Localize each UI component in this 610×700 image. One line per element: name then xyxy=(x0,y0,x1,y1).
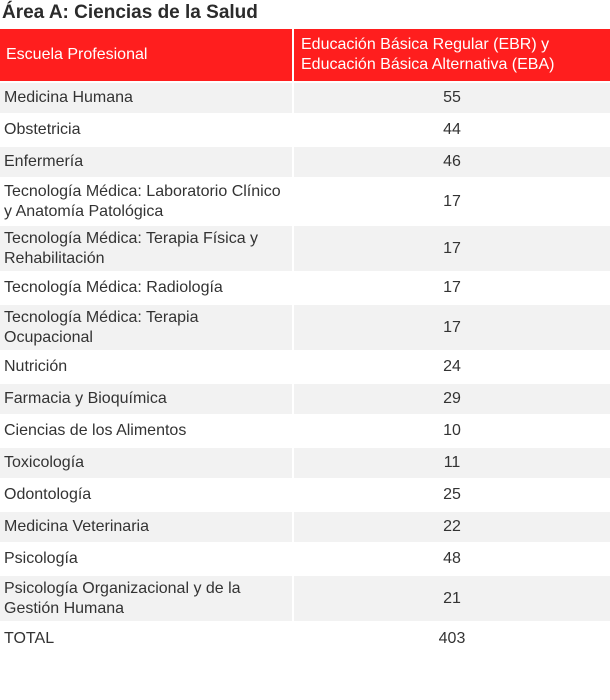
table-row xyxy=(0,447,610,479)
total-label: TOTAL xyxy=(0,622,293,654)
table-row xyxy=(0,82,610,114)
vacancy-count: 46 xyxy=(293,146,610,178)
table-row xyxy=(0,383,610,415)
school-name: Odontología xyxy=(0,479,293,511)
total-value: 403 xyxy=(293,622,610,654)
table-row xyxy=(0,178,610,225)
table-row xyxy=(0,146,610,178)
table-row xyxy=(0,225,610,272)
vacancy-count: 10 xyxy=(293,415,610,447)
vacancy-count: 48 xyxy=(293,543,610,575)
school-name: Medicina Humana xyxy=(0,82,293,114)
school-name: Psicología Organizacional y de la Gestión Humana xyxy=(0,575,293,622)
total-row xyxy=(0,622,610,654)
vacancy-count: 44 xyxy=(293,114,610,146)
vacancy-count: 17 xyxy=(293,304,610,351)
vacancy-count: 29 xyxy=(293,383,610,415)
table-row xyxy=(0,575,610,622)
vacancy-count: 21 xyxy=(293,575,610,622)
school-name: Toxicología xyxy=(0,447,293,479)
vacancy-count: 17 xyxy=(293,178,610,225)
vacancy-count: 55 xyxy=(293,82,610,114)
vacancies-table xyxy=(0,29,610,654)
school-name: Ciencias de los Alimentos xyxy=(0,415,293,447)
vacancy-count: 24 xyxy=(293,351,610,383)
table-row xyxy=(0,114,610,146)
table-row xyxy=(0,272,610,304)
table-row xyxy=(0,304,610,351)
school-name: Nutrición xyxy=(0,351,293,383)
school-name: Medicina Veterinaria xyxy=(0,511,293,543)
column-header-ebr-eba: Educación Básica Regular (EBR) y Educación Básica Alternativa (EBA) xyxy=(293,29,610,82)
school-name: Farmacia y Bioquímica xyxy=(0,383,293,415)
page-title: Área A: Ciencias de la Salud xyxy=(2,2,258,23)
vacancy-count: 22 xyxy=(293,511,610,543)
school-name: Psicología xyxy=(0,543,293,575)
vacancy-count: 11 xyxy=(293,447,610,479)
school-name: Tecnología Médica: Terapia Ocupacional xyxy=(0,304,293,351)
vacancy-count: 25 xyxy=(293,479,610,511)
vacancy-count: 17 xyxy=(293,225,610,272)
column-header-school: Escuela Profesional xyxy=(0,29,293,82)
table-row xyxy=(0,415,610,447)
school-name: Enfermería xyxy=(0,146,293,178)
school-name: Tecnología Médica: Terapia Física y Rehabilitación xyxy=(0,225,293,272)
table-row xyxy=(0,479,610,511)
school-name: Obstetricia xyxy=(0,114,293,146)
school-name: Tecnología Médica: Radiología xyxy=(0,272,293,304)
table-row xyxy=(0,543,610,575)
table-header-row xyxy=(0,29,610,82)
table-row xyxy=(0,351,610,383)
vacancy-count: 17 xyxy=(293,272,610,304)
table-row xyxy=(0,511,610,543)
school-name: Tecnología Médica: Laboratorio Clínico y Anatomía Patológica xyxy=(0,178,293,225)
